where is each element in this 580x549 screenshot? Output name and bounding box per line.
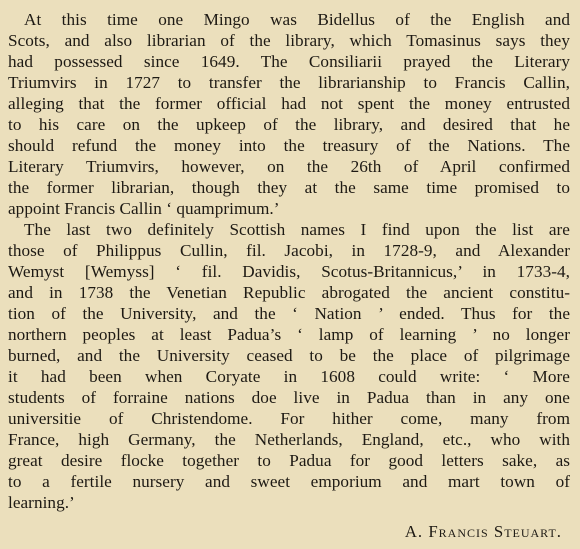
author-signature: A. Francis Steuart. (404, 522, 562, 541)
paragraph-mingo-librarian (8, 9, 570, 219)
text-line: and in 1738 the Venetian Republic abrogated the ancient constitu- (8, 283, 570, 302)
article-text (8, 9, 570, 513)
text-line: Literary Triumvirs, however, on the 26th of April confirmed (8, 157, 570, 176)
text-line: to his care on the upkeep of the library, and desired that he (8, 115, 570, 134)
text-line: Wemyst [Wemyss] ‘ fil. Davidis, Scotus-Britannicus,’ in 1733-4, (8, 262, 570, 281)
text-line: tion of the University, and the ‘ Nation ’ ended. Thus for the (8, 304, 570, 323)
text-line: universitie of Christendome. For hither come, many from (8, 409, 570, 428)
text-line: to a fertile nursery and sweet emporium and mart town of (8, 472, 570, 491)
text-line: France, high Germany, the Netherlands, England, etc., who with (8, 430, 570, 449)
text-line: should refund the money into the treasury of the Nations. The (8, 136, 570, 155)
text-line: students of forraine nations doe live in Padua than in any one (8, 388, 570, 407)
text-line: alleging that the former official had not spent the money entrusted (8, 94, 570, 113)
text-line: At this time one Mingo was Bidellus of the English and (24, 10, 570, 29)
text-line: Triumvirs in 1727 to transfer the librarianship to Francis Callin, (8, 73, 570, 92)
text-line: had possessed since 1649. The Consiliarii prayed the Literary (8, 52, 570, 71)
text-line: appoint Francis Callin ‘ quamprimum.’ (8, 199, 280, 218)
text-line: The last two definitely Scottish names I find upon the list are (24, 220, 570, 239)
text-line: it had been when Coryate in 1608 could write: ‘ More (8, 367, 570, 386)
text-line: northern peoples at least Padua’s ‘ lamp of learning ’ no longer (8, 325, 570, 344)
text-line: burned, and the University ceased to be the place of pilgrimage (8, 346, 570, 365)
text-line: learning.’ (8, 493, 75, 512)
text-line: Scots, and also librarian of the library, which Tomasinus says they (8, 31, 570, 50)
text-line: the former librarian, though they at the same time promised to (8, 178, 570, 197)
text-line: great desire flocke together to Padua for good letters sake, as (8, 451, 570, 470)
paragraph-scottish-names (8, 219, 570, 513)
text-line: those of Philippus Cullin, fil. Jacobi, in 1728-9, and Alexander (8, 241, 570, 260)
